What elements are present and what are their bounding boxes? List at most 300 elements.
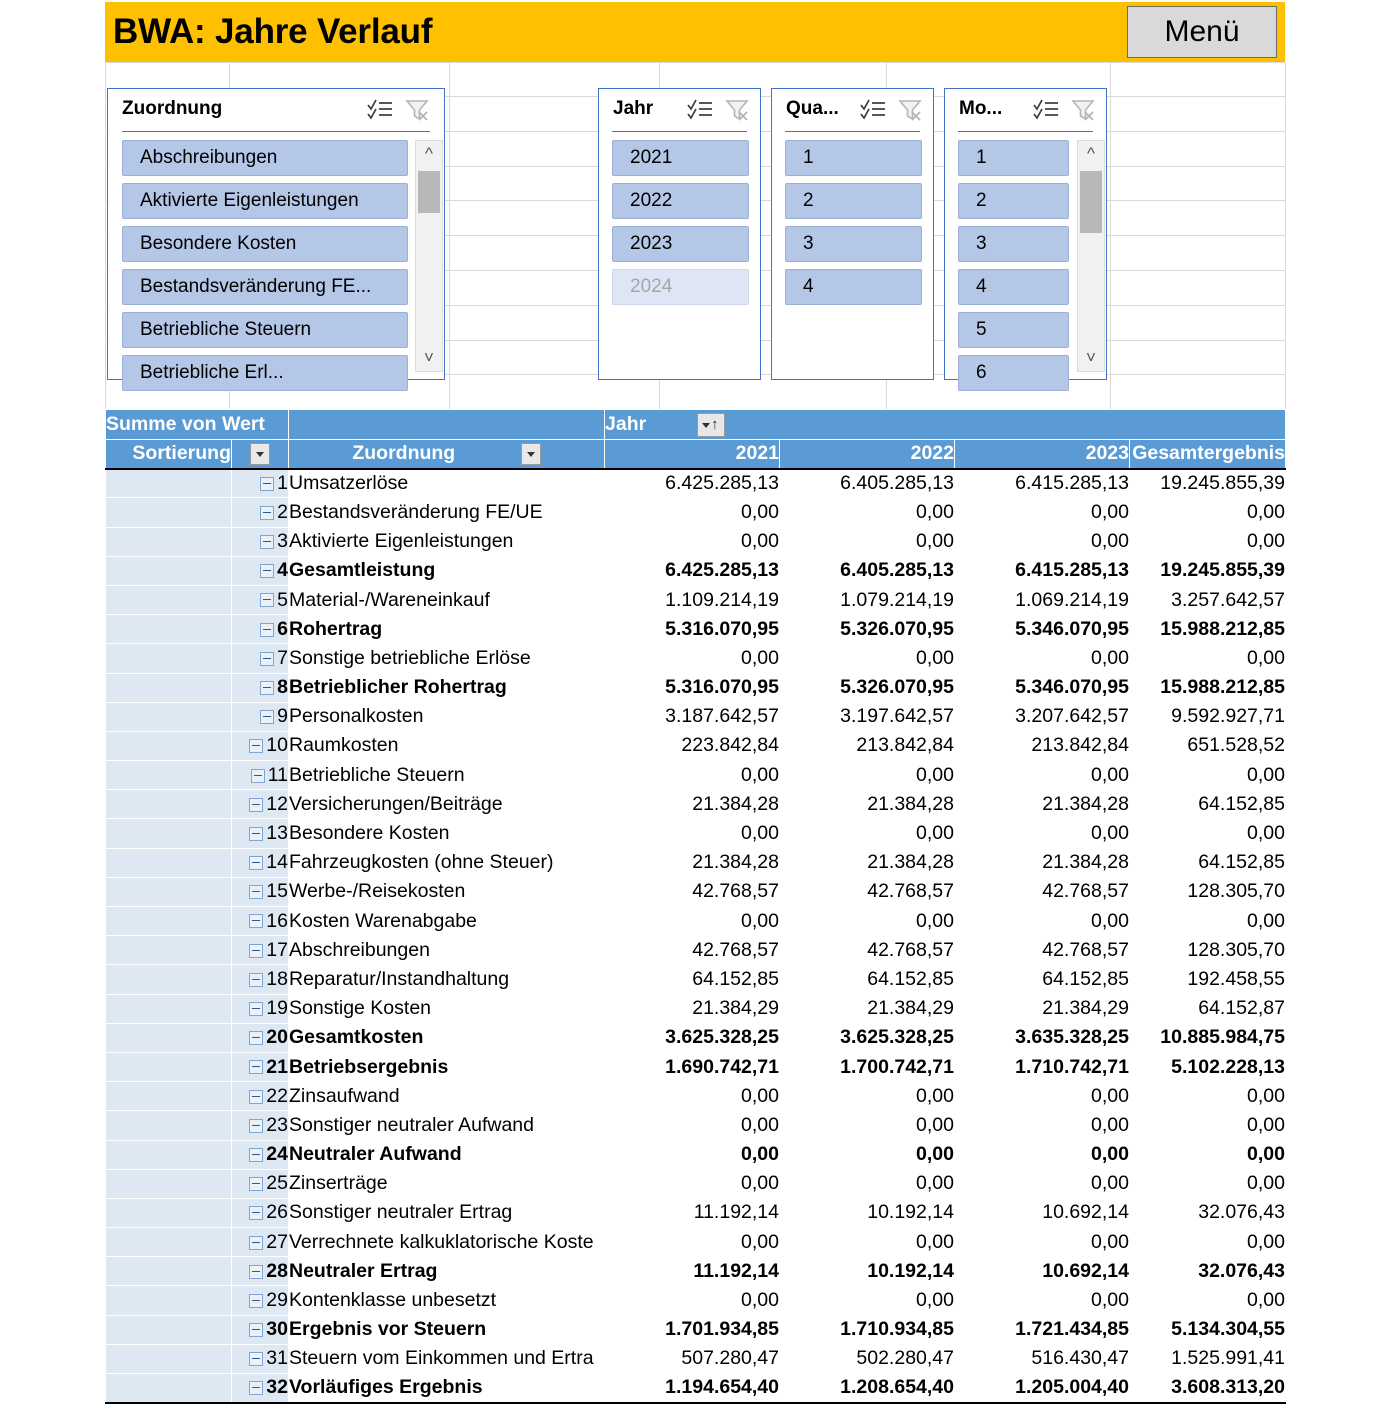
value-cell[interactable]: 15.988.212,85	[1130, 615, 1286, 644]
row-number-cell[interactable]	[232, 936, 289, 965]
value-cell[interactable]: 0,00	[955, 907, 1130, 936]
collapse-icon[interactable]	[249, 1060, 263, 1074]
collapse-icon[interactable]	[249, 944, 263, 958]
value-cell[interactable]: 0,00	[605, 907, 780, 936]
value-cell[interactable]: 5.346.070,95	[955, 673, 1130, 702]
row-label[interactable]: Material-/Wareneinkauf	[289, 585, 605, 614]
value-cell[interactable]: 128.305,70	[1130, 877, 1286, 906]
value-cell[interactable]: 0,00	[780, 761, 955, 790]
row-label[interactable]: Bestandsveränderung FE/UE	[289, 498, 605, 527]
table-row[interactable]	[106, 761, 1286, 790]
row-label[interactable]: Betriebsergebnis	[289, 1052, 605, 1081]
value-cell[interactable]: 0,00	[955, 1082, 1130, 1111]
table-row[interactable]	[106, 556, 1286, 585]
value-cell[interactable]: 0,00	[605, 498, 780, 527]
value-cell[interactable]: 0,00	[1130, 1169, 1286, 1198]
table-row[interactable]	[106, 644, 1286, 673]
clear-filter-icon[interactable]	[897, 97, 925, 123]
collapse-icon[interactable]	[260, 681, 274, 695]
menu-button[interactable]: Menü	[1127, 6, 1277, 58]
value-cell[interactable]: 3.625.328,25	[780, 1023, 955, 1052]
row-label[interactable]: Werbe-/Reisekosten	[289, 877, 605, 906]
value-cell[interactable]: 1.525.991,41	[1130, 1344, 1286, 1373]
collapse-icon[interactable]	[260, 506, 274, 520]
slicer-item[interactable]: 2	[958, 183, 1069, 219]
table-row[interactable]	[106, 1344, 1286, 1373]
slicer-item[interactable]: 5	[958, 312, 1069, 348]
slicer-list-quartal[interactable]	[785, 140, 922, 372]
row-label[interactable]: Personalkosten	[289, 702, 605, 731]
scroll-down-icon[interactable]: ˅	[1086, 348, 1096, 367]
value-cell[interactable]: 42.768,57	[605, 877, 780, 906]
value-cell[interactable]: 0,00	[1130, 907, 1286, 936]
value-cell[interactable]: 1.109.214,19	[605, 585, 780, 614]
row-number-cell[interactable]	[232, 469, 289, 498]
row-number-cell[interactable]	[232, 673, 289, 702]
table-row[interactable]	[106, 702, 1286, 731]
value-cell[interactable]: 0,00	[1130, 644, 1286, 673]
value-cell[interactable]: 3.187.642,57	[605, 702, 780, 731]
table-row[interactable]	[106, 1374, 1286, 1403]
row-number-cell[interactable]	[232, 1111, 289, 1140]
value-cell[interactable]: 0,00	[1130, 1111, 1286, 1140]
collapse-icon[interactable]	[260, 710, 274, 724]
value-cell[interactable]: 5.326.070,95	[780, 673, 955, 702]
value-cell[interactable]: 6.425.285,13	[605, 556, 780, 585]
value-cell[interactable]: 42.768,57	[605, 936, 780, 965]
slicer-quartal[interactable]	[771, 88, 934, 380]
slicer-list-zuordnung[interactable]	[122, 140, 408, 383]
table-row[interactable]	[106, 527, 1286, 556]
value-cell[interactable]: 0,00	[1130, 1140, 1286, 1169]
value-cell[interactable]: 42.768,57	[780, 877, 955, 906]
value-cell[interactable]: 0,00	[780, 1111, 955, 1140]
value-cell[interactable]: 507.280,47	[605, 1344, 780, 1373]
row-label[interactable]: Betrieblicher Rohertrag	[289, 673, 605, 702]
collapse-icon[interactable]	[249, 1148, 263, 1162]
value-cell[interactable]: 0,00	[955, 644, 1130, 673]
row-label[interactable]: Sonstige Kosten	[289, 994, 605, 1023]
scroll-up-icon[interactable]: ^	[425, 144, 433, 163]
slicer-scrollbar-monat[interactable]	[1077, 140, 1105, 372]
slicer-item[interactable]: 4	[785, 269, 922, 305]
row-label[interactable]: Reparatur/Instandhaltung	[289, 965, 605, 994]
slicer-item[interactable]: Bestandsveränderung FE...	[122, 269, 408, 305]
collapse-icon[interactable]	[260, 477, 274, 491]
value-cell[interactable]: 502.280,47	[780, 1344, 955, 1373]
value-cell[interactable]: 0,00	[1130, 1228, 1286, 1257]
value-cell[interactable]: 0,00	[955, 1228, 1130, 1257]
value-cell[interactable]: 0,00	[780, 819, 955, 848]
row-label[interactable]: Zinserträge	[289, 1169, 605, 1198]
sortierung-filter-button[interactable]	[250, 443, 270, 465]
slicer-item[interactable]: 2023	[612, 226, 749, 262]
row-number-cell[interactable]	[232, 1140, 289, 1169]
row-label[interactable]: Neutraler Ertrag	[289, 1257, 605, 1286]
slicer-monat[interactable]	[944, 88, 1107, 383]
row-number-cell[interactable]	[232, 527, 289, 556]
value-cell[interactable]: 3.257.642,57	[1130, 585, 1286, 614]
value-cell[interactable]: 0,00	[1130, 1286, 1286, 1315]
table-row[interactable]	[106, 790, 1286, 819]
scroll-down-icon[interactable]: ˅	[424, 348, 434, 367]
pivot-table[interactable]	[105, 409, 1286, 1404]
table-row[interactable]	[106, 1082, 1286, 1111]
value-cell[interactable]: 5.346.070,95	[955, 615, 1130, 644]
slicer-item[interactable]: 4	[958, 269, 1069, 305]
value-cell[interactable]: 11.192,14	[605, 1257, 780, 1286]
value-cell[interactable]: 6.425.285,13	[605, 469, 780, 498]
value-cell[interactable]: 0,00	[605, 761, 780, 790]
value-cell[interactable]: 42.768,57	[780, 936, 955, 965]
row-number-cell[interactable]	[232, 1257, 289, 1286]
value-cell[interactable]: 0,00	[955, 498, 1130, 527]
value-cell[interactable]: 10.192,14	[780, 1198, 955, 1227]
table-row[interactable]	[106, 1023, 1286, 1052]
value-cell[interactable]: 21.384,29	[780, 994, 955, 1023]
row-number-cell[interactable]	[232, 644, 289, 673]
collapse-icon[interactable]	[249, 739, 263, 753]
value-cell[interactable]: 5.326.070,95	[780, 615, 955, 644]
row-number-cell[interactable]	[232, 556, 289, 585]
row-number-cell[interactable]	[232, 498, 289, 527]
row-label[interactable]: Betriebliche Steuern	[289, 761, 605, 790]
collapse-icon[interactable]	[249, 1352, 263, 1366]
collapse-icon[interactable]	[249, 914, 263, 928]
row-number-cell[interactable]	[232, 907, 289, 936]
table-row[interactable]	[106, 615, 1286, 644]
value-cell[interactable]: 21.384,29	[605, 994, 780, 1023]
value-cell[interactable]: 0,00	[605, 1169, 780, 1198]
row-label[interactable]: Sonstiger neutraler Ertrag	[289, 1198, 605, 1227]
table-row[interactable]	[106, 877, 1286, 906]
multi-select-icon[interactable]	[1032, 97, 1060, 123]
row-number-cell[interactable]	[232, 1344, 289, 1373]
collapse-icon[interactable]	[249, 827, 263, 841]
value-cell[interactable]: 0,00	[605, 1111, 780, 1140]
slicer-item[interactable]: Betriebliche Erl...	[122, 355, 408, 391]
value-cell[interactable]: 21.384,28	[780, 790, 955, 819]
collapse-icon[interactable]	[249, 1265, 263, 1279]
row-number-cell[interactable]	[232, 877, 289, 906]
collapse-icon[interactable]	[260, 652, 274, 666]
value-cell[interactable]: 1.700.742,71	[780, 1052, 955, 1081]
row-label[interactable]: Kosten Warenabgabe	[289, 907, 605, 936]
collapse-icon[interactable]	[260, 593, 274, 607]
slicer-jahr[interactable]	[598, 88, 761, 380]
value-cell[interactable]: 0,00	[955, 1111, 1130, 1140]
slicer-list-monat[interactable]	[958, 140, 1069, 383]
value-cell[interactable]: 6.415.285,13	[955, 469, 1130, 498]
value-cell[interactable]: 3.197.642,57	[780, 702, 955, 731]
slicer-item[interactable]: 2024	[612, 269, 749, 305]
row-label[interactable]: Zinsaufwand	[289, 1082, 605, 1111]
table-row[interactable]	[106, 469, 1286, 498]
collapse-icon[interactable]	[249, 1002, 263, 1016]
value-cell[interactable]: 0,00	[955, 527, 1130, 556]
value-cell[interactable]: 0,00	[780, 1082, 955, 1111]
collapse-icon[interactable]	[249, 1323, 263, 1337]
row-label[interactable]: Abschreibungen	[289, 936, 605, 965]
collapse-icon[interactable]	[249, 1031, 263, 1045]
table-row[interactable]	[106, 1111, 1286, 1140]
multi-select-icon[interactable]	[686, 97, 714, 123]
value-cell[interactable]: 19.245.855,39	[1130, 556, 1286, 585]
row-number-cell[interactable]	[232, 585, 289, 614]
value-cell[interactable]: 9.592.927,71	[1130, 702, 1286, 731]
row-number-cell[interactable]	[232, 994, 289, 1023]
collapse-icon[interactable]	[249, 1294, 263, 1308]
table-row[interactable]	[106, 673, 1286, 702]
table-row[interactable]	[106, 936, 1286, 965]
value-cell[interactable]: 21.384,28	[955, 790, 1130, 819]
row-label[interactable]: Besondere Kosten	[289, 819, 605, 848]
row-label[interactable]: Umsatzerlöse	[289, 469, 605, 498]
table-row[interactable]	[106, 819, 1286, 848]
table-row[interactable]	[106, 994, 1286, 1023]
value-cell[interactable]: 0,00	[955, 1286, 1130, 1315]
value-cell[interactable]: 1.069.214,19	[955, 585, 1130, 614]
collapse-icon[interactable]	[260, 564, 274, 578]
collapse-icon[interactable]	[251, 769, 265, 783]
value-cell[interactable]: 10.692,14	[955, 1257, 1130, 1286]
value-cell[interactable]: 0,00	[605, 1228, 780, 1257]
value-cell[interactable]: 0,00	[1130, 527, 1286, 556]
value-cell[interactable]: 11.192,14	[605, 1198, 780, 1227]
table-row[interactable]	[106, 1257, 1286, 1286]
row-number-cell[interactable]	[232, 1198, 289, 1227]
collapse-icon[interactable]	[249, 1177, 263, 1191]
value-cell[interactable]: 32.076,43	[1130, 1198, 1286, 1227]
row-number-cell[interactable]	[232, 1286, 289, 1315]
value-cell[interactable]: 5.316.070,95	[605, 615, 780, 644]
value-cell[interactable]: 42.768,57	[955, 936, 1130, 965]
table-row[interactable]	[106, 731, 1286, 760]
value-cell[interactable]: 1.205.004,40	[955, 1374, 1130, 1403]
row-label[interactable]: Fahrzeugkosten (ohne Steuer)	[289, 848, 605, 877]
slicer-item[interactable]: 6	[958, 355, 1069, 391]
row-label[interactable]: Raumkosten	[289, 731, 605, 760]
collapse-icon[interactable]	[260, 535, 274, 549]
value-cell[interactable]: 0,00	[780, 1228, 955, 1257]
value-cell[interactable]: 0,00	[1130, 1082, 1286, 1111]
value-cell[interactable]: 0,00	[780, 498, 955, 527]
slicer-item[interactable]: Betriebliche Steuern	[122, 312, 408, 348]
table-row[interactable]	[106, 848, 1286, 877]
row-label[interactable]: Sonstiger neutraler Aufwand	[289, 1111, 605, 1140]
slicer-item[interactable]: 3	[958, 226, 1069, 262]
clear-filter-icon[interactable]	[404, 97, 432, 123]
table-row[interactable]	[106, 1169, 1286, 1198]
row-number-cell[interactable]	[232, 1082, 289, 1111]
value-cell[interactable]: 10.192,14	[780, 1257, 955, 1286]
value-cell[interactable]: 64.152,85	[1130, 848, 1286, 877]
value-cell[interactable]: 1.194.654,40	[605, 1374, 780, 1403]
scrollbar-thumb[interactable]	[1080, 171, 1102, 233]
collapse-icon[interactable]	[249, 1119, 263, 1133]
slicer-list-jahr[interactable]	[612, 140, 749, 372]
collapse-icon[interactable]	[249, 798, 263, 812]
table-row[interactable]	[106, 1140, 1286, 1169]
collapse-icon[interactable]	[249, 1206, 263, 1220]
slicer-item[interactable]: 2021	[612, 140, 749, 176]
row-label[interactable]: Versicherungen/Beiträge	[289, 790, 605, 819]
value-cell[interactable]: 0,00	[605, 527, 780, 556]
value-cell[interactable]: 21.384,29	[955, 994, 1130, 1023]
value-cell[interactable]: 10.885.984,75	[1130, 1023, 1286, 1052]
table-row[interactable]	[106, 1228, 1286, 1257]
collapse-icon[interactable]	[249, 973, 263, 987]
row-label[interactable]: Rohertrag	[289, 615, 605, 644]
value-cell[interactable]: 0,00	[780, 907, 955, 936]
slicer-item[interactable]: Besondere Kosten	[122, 226, 408, 262]
row-number-cell[interactable]	[232, 731, 289, 760]
slicer-zuordnung[interactable]	[107, 88, 445, 383]
row-number-cell[interactable]	[232, 848, 289, 877]
value-cell[interactable]: 0,00	[955, 761, 1130, 790]
collapse-icon[interactable]	[249, 1236, 263, 1250]
value-cell[interactable]: 1.208.654,40	[780, 1374, 955, 1403]
row-label[interactable]: Kontenklasse unbesetzt	[289, 1286, 605, 1315]
value-cell[interactable]: 0,00	[780, 1140, 955, 1169]
value-cell[interactable]: 3.608.313,20	[1130, 1374, 1286, 1403]
row-number-cell[interactable]	[232, 790, 289, 819]
zuordnung-filter-button[interactable]	[521, 443, 541, 465]
value-cell[interactable]: 19.245.855,39	[1130, 469, 1286, 498]
value-cell[interactable]: 0,00	[780, 527, 955, 556]
value-cell[interactable]: 1.690.742,71	[605, 1052, 780, 1081]
value-cell[interactable]: 651.528,52	[1130, 731, 1286, 760]
multi-select-icon[interactable]	[366, 97, 394, 123]
row-number-cell[interactable]	[232, 1023, 289, 1052]
slicer-scrollbar-zuordnung[interactable]	[415, 140, 443, 372]
value-cell[interactable]: 0,00	[780, 1286, 955, 1315]
value-cell[interactable]: 1.721.434,85	[955, 1315, 1130, 1344]
value-cell[interactable]: 516.430,47	[955, 1344, 1130, 1373]
value-cell[interactable]: 64.152,87	[1130, 994, 1286, 1023]
row-number-cell[interactable]	[232, 1374, 289, 1403]
value-cell[interactable]: 6.415.285,13	[955, 556, 1130, 585]
row-number-cell[interactable]	[232, 819, 289, 848]
table-row[interactable]	[106, 1198, 1286, 1227]
value-cell[interactable]: 5.134.304,55	[1130, 1315, 1286, 1344]
collapse-icon[interactable]	[249, 1381, 263, 1395]
value-cell[interactable]: 64.152,85	[1130, 790, 1286, 819]
value-cell[interactable]: 0,00	[955, 1169, 1130, 1198]
table-row[interactable]	[106, 907, 1286, 936]
value-cell[interactable]: 0,00	[780, 1169, 955, 1198]
value-cell[interactable]: 5.316.070,95	[605, 673, 780, 702]
value-cell[interactable]: 1.701.934,85	[605, 1315, 780, 1344]
collapse-icon[interactable]	[249, 885, 263, 899]
value-cell[interactable]: 1.079.214,19	[780, 585, 955, 614]
row-number-cell[interactable]	[232, 761, 289, 790]
value-cell[interactable]: 64.152,85	[605, 965, 780, 994]
scrollbar-thumb[interactable]	[418, 171, 440, 213]
scroll-up-icon[interactable]: ^	[1087, 144, 1095, 163]
row-label[interactable]: Aktivierte Eigenleistungen	[289, 527, 605, 556]
value-cell[interactable]: 1.710.742,71	[955, 1052, 1130, 1081]
value-cell[interactable]: 3.625.328,25	[605, 1023, 780, 1052]
table-row[interactable]	[106, 1052, 1286, 1081]
value-cell[interactable]: 0,00	[605, 1082, 780, 1111]
slicer-item[interactable]: Aktivierte Eigenleistungen	[122, 183, 408, 219]
table-row[interactable]	[106, 965, 1286, 994]
value-cell[interactable]: 0,00	[605, 644, 780, 673]
value-cell[interactable]: 0,00	[780, 644, 955, 673]
row-number-cell[interactable]	[232, 615, 289, 644]
row-label[interactable]: Neutraler Aufwand	[289, 1140, 605, 1169]
value-cell[interactable]: 21.384,28	[605, 848, 780, 877]
row-label[interactable]: Sonstige betriebliche Erlöse	[289, 644, 605, 673]
value-cell[interactable]: 0,00	[605, 819, 780, 848]
value-cell[interactable]: 0,00	[605, 1286, 780, 1315]
collapse-icon[interactable]	[249, 1090, 263, 1104]
value-cell[interactable]: 0,00	[1130, 819, 1286, 848]
multi-select-icon[interactable]	[859, 97, 887, 123]
value-cell[interactable]: 21.384,28	[955, 848, 1130, 877]
slicer-item[interactable]: 1	[958, 140, 1069, 176]
value-cell[interactable]: 32.076,43	[1130, 1257, 1286, 1286]
value-cell[interactable]: 6.405.285,13	[780, 469, 955, 498]
value-cell[interactable]: 192.458,55	[1130, 965, 1286, 994]
row-number-cell[interactable]	[232, 965, 289, 994]
value-cell[interactable]: 5.102.228,13	[1130, 1052, 1286, 1081]
clear-filter-icon[interactable]	[1070, 97, 1098, 123]
value-cell[interactable]: 10.692,14	[955, 1198, 1130, 1227]
collapse-icon[interactable]	[249, 856, 263, 870]
row-label[interactable]: Vorläufiges Ergebnis	[289, 1374, 605, 1403]
value-cell[interactable]: 3.635.328,25	[955, 1023, 1130, 1052]
value-cell[interactable]: 64.152,85	[780, 965, 955, 994]
value-cell[interactable]: 3.207.642,57	[955, 702, 1130, 731]
value-cell[interactable]: 64.152,85	[955, 965, 1130, 994]
row-label[interactable]: Gesamtleistung	[289, 556, 605, 585]
row-number-cell[interactable]	[232, 1315, 289, 1344]
table-row[interactable]	[106, 585, 1286, 614]
value-cell[interactable]: 42.768,57	[955, 877, 1130, 906]
row-number-cell[interactable]	[232, 1228, 289, 1257]
slicer-item[interactable]: 2022	[612, 183, 749, 219]
row-number-cell[interactable]	[232, 702, 289, 731]
value-cell[interactable]: 0,00	[955, 1140, 1130, 1169]
value-cell[interactable]: 128.305,70	[1130, 936, 1286, 965]
value-cell[interactable]: 0,00	[1130, 498, 1286, 527]
table-row[interactable]	[106, 498, 1286, 527]
collapse-icon[interactable]	[260, 623, 274, 637]
value-cell[interactable]: 6.405.285,13	[780, 556, 955, 585]
row-number-cell[interactable]	[232, 1169, 289, 1198]
slicer-item[interactable]: Abschreibungen	[122, 140, 408, 176]
table-row[interactable]	[106, 1315, 1286, 1344]
value-cell[interactable]: 1.710.934,85	[780, 1315, 955, 1344]
row-label[interactable]: Steuern vom Einkommen und Ertra	[289, 1344, 605, 1373]
value-cell[interactable]: 213.842,84	[955, 731, 1130, 760]
row-label[interactable]: Ergebnis vor Steuern	[289, 1315, 605, 1344]
value-cell[interactable]: 0,00	[955, 819, 1130, 848]
slicer-item[interactable]: 3	[785, 226, 922, 262]
value-cell[interactable]: 0,00	[605, 1140, 780, 1169]
slicer-item[interactable]: 2	[785, 183, 922, 219]
row-label[interactable]: Gesamtkosten	[289, 1023, 605, 1052]
slicer-item[interactable]: 1	[785, 140, 922, 176]
table-row[interactable]	[106, 1286, 1286, 1315]
jahr-sort-button[interactable]	[697, 413, 725, 437]
value-cell[interactable]: 15.988.212,85	[1130, 673, 1286, 702]
value-cell[interactable]: 0,00	[1130, 761, 1286, 790]
row-number-cell[interactable]	[232, 1052, 289, 1081]
row-label[interactable]: Verrechnete kalkuklatorische Koste	[289, 1228, 605, 1257]
